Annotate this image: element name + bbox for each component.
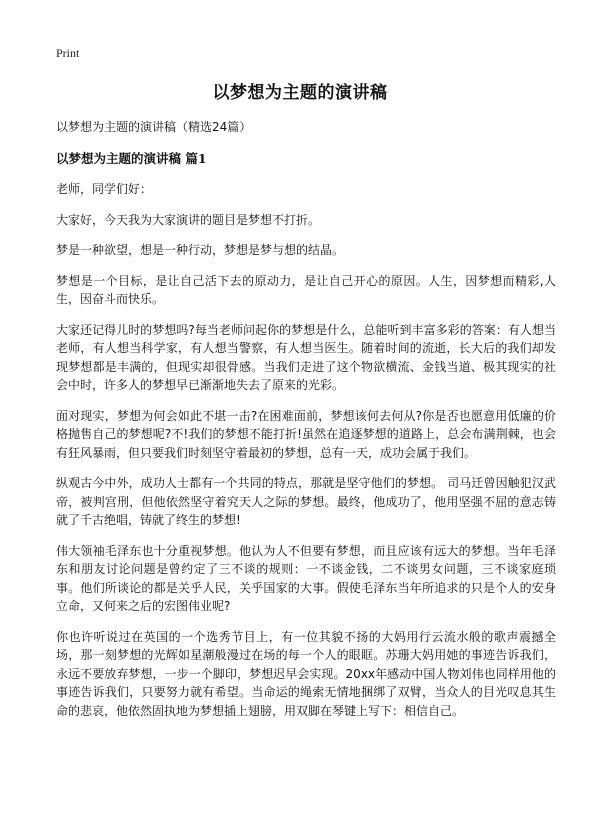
paragraph-intro: 大家好，今天我为大家演讲的题目是梦想不打折。: [56, 212, 321, 227]
paragraph-susan-boyle: 你也许听说过在英国的一个选秀节目上，有一位其貌不扬的大妈用行云流水般的歌声震撼全场，那一刻梦想的光辉如星潮般漫过在场的每一个人的眼眶。苏珊大妈用她的事迹告诉我们，永远不要放弃梦想，一步一个脚印，梦想迟早会实现。20xx年感动中国人物刘伟也同样用他的事迹告诉我们，只要努力就有希望。当命运的绳索无情地捆绑了双臂，当众人的目光叹息其生命的悲哀，他依然固执地为梦想插上翅膀，用双脚在琴键上写下：相信自己。: [56, 629, 556, 718]
paragraph-greeting: 老师，同学们好：: [56, 182, 153, 196]
paragraph-facing-reality: 面对现实，梦想为何会如此不堪一击?在困难面前，梦想该何去何从?你是否也愿意用低廉的价格抛售自己的梦想呢?不!我们的梦想不能打折!虽然在追逐梦想的道路上，总会布满荆棘，也会有狂风暴雨，但只要我们时刻坚守着最初的梦想，总有一天，成功会属于我们。: [56, 408, 556, 460]
article-subtitle: 以梦想为主题的演讲稿（精选24篇）: [56, 120, 252, 134]
paragraph-childhood-dreams: 大家还记得儿时的梦想吗?每当老师问起你的梦想是什么，总能听到丰富多彩的答案：有人想当老师，有人想当科学家，有人想当警察，有人想当医生。随着时间的流逝，长大后的我们却发现梦想都是丰满的，但现实却很骨感。当我们走进了这个物欲横流、金钱当道、极其现实的社会中时，许多人的梦想早已渐渐地失去了原来的光彩。: [56, 322, 556, 392]
paragraph-mao-zedong: 伟大领袖毛泽东也十分重视梦想。他认为人不但要有梦想，而且应该有远大的梦想。当年毛泽东和朋友讨论问题是曾约定了三不谈的规则：一不谈金钱，二不谈男女问题，三不谈家庭琐事。他们所谈论的都是关乎人民，关乎国家的大事。假使毛泽东当年所追求的只是个人的安身立命，又何来之后的宏图伟业呢?: [56, 543, 556, 613]
paragraph-goal: 梦想是一个目标，是让自己活下去的原动力，是让自己开心的原因。人生，因梦想而精彩,人生，因奋斗而快乐。: [56, 273, 556, 306]
article-body: [56, 118, 556, 732]
paragraph-sima-qian: 纵观古今中外，成功人士都有一个共同的特点，那就是坚守他们的梦想。 司马迁曾因触犯汉武帝，被判宫刑，但他依然坚守着究天人之际的梦想。最终，他成功了，他用坚强不屈的意志铸就了千古绝唱，铸就了终生的梦想!: [56, 476, 556, 527]
page-title: 以梦想为主题的演讲稿: [212, 83, 388, 103]
paragraph-definition: 梦是一种欲望，想是一种行动，梦想是梦与想的结晶。: [56, 243, 345, 257]
section-heading: 以梦想为主题的演讲稿 篇1: [56, 151, 207, 166]
print-link[interactable]: Print: [56, 46, 80, 60]
